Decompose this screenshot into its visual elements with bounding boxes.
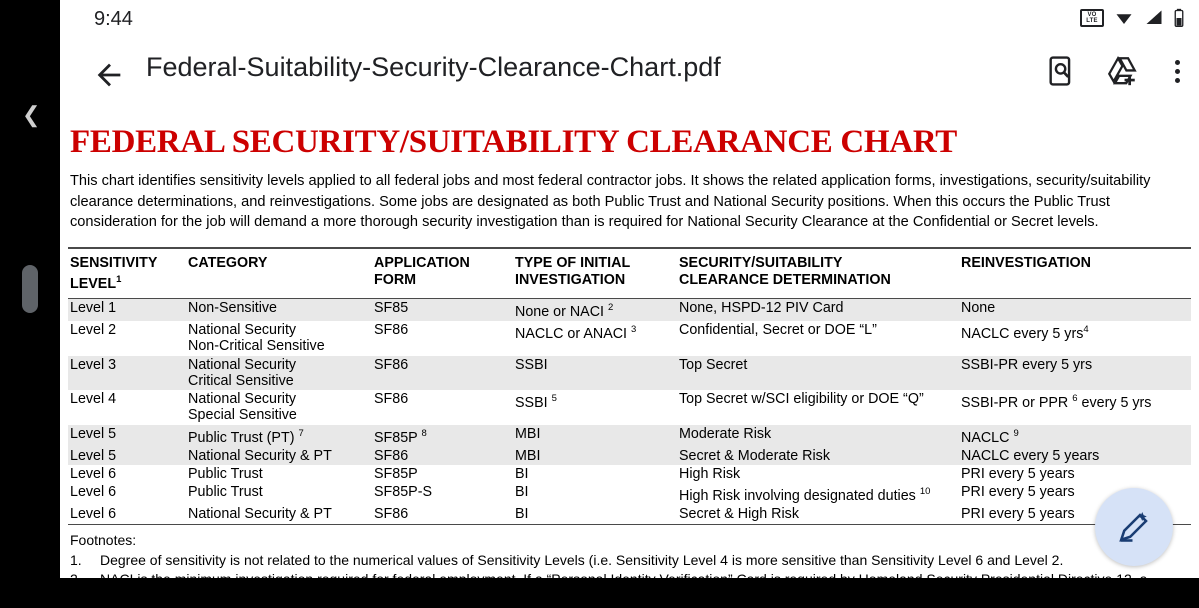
col-header-line1: SENSITIVITY bbox=[70, 255, 158, 272]
col-header-line2: FORM bbox=[374, 271, 417, 288]
cell-form: SF85P bbox=[374, 466, 418, 483]
col-header-application-form bbox=[372, 249, 513, 298]
cell-text: SSBI-PR or PPR bbox=[961, 394, 1069, 411]
battery-icon bbox=[1173, 8, 1185, 28]
cell-category bbox=[186, 321, 372, 356]
cell-text: National Security bbox=[188, 356, 297, 373]
cell-investigation bbox=[513, 390, 677, 425]
cell-investigation: BI bbox=[515, 484, 529, 501]
cell-determination: Moderate Risk bbox=[677, 425, 959, 447]
cell-reinvestigation: PRI every 5 years bbox=[961, 484, 1075, 501]
table-bottom-rule bbox=[68, 524, 1191, 525]
cell-text: NACLC every 5 yrs bbox=[961, 325, 1084, 342]
cell-determination: Secret & Moderate Risk bbox=[677, 447, 959, 465]
col-header-line1: SECURITY/SUITABILITY bbox=[679, 255, 843, 272]
cell-form: SF86 bbox=[374, 321, 409, 338]
cell-determination: High Risk bbox=[679, 466, 741, 483]
cell-category bbox=[186, 356, 372, 391]
app-panel bbox=[60, 0, 1199, 606]
cell-footnote-ref: 6 bbox=[1072, 393, 1078, 405]
footnotes-block bbox=[68, 531, 1191, 608]
cell-footnote-ref: 4 bbox=[1083, 323, 1089, 335]
volte-icon bbox=[1080, 9, 1104, 27]
cell-text: National Security bbox=[188, 391, 297, 408]
cell-form: SF86 bbox=[372, 356, 513, 391]
cell-investigation: MBI bbox=[513, 425, 677, 447]
cell-form: SF86 bbox=[374, 391, 409, 408]
cell-text: NACLC or ANACI bbox=[515, 325, 628, 342]
cell-reinvestigation: PRI every 5 years bbox=[961, 506, 1075, 523]
table-row bbox=[68, 425, 1191, 447]
cell-investigation: SSBI bbox=[513, 356, 677, 391]
cell-reinvestigation bbox=[959, 390, 1191, 425]
volte-top-label: VO bbox=[1087, 12, 1097, 18]
footnote-text: NACI is the minimum investigation required for federal employment. If a “Personal Identity Verification” Card is required by Homeland Security Presidential Directive 12, a minimum an NACI is required for contractor non-sensitive positions. bbox=[100, 570, 1148, 606]
find-in-document-icon[interactable] bbox=[1045, 54, 1079, 88]
col-header-line2: INVESTIGATION bbox=[515, 271, 626, 288]
cell-footnote-ref: 2 bbox=[607, 301, 614, 313]
signal-icon bbox=[1144, 9, 1164, 27]
table-row bbox=[68, 390, 1191, 425]
cell-level: Level 2 bbox=[70, 321, 117, 338]
table-row bbox=[68, 299, 1191, 321]
pdf-page bbox=[60, 124, 1199, 606]
table-header-row bbox=[68, 249, 1191, 298]
col-header-sensitivity bbox=[68, 249, 186, 298]
page-title: Federal-Suitability-Security-Clearance-Chart.pdf bbox=[146, 52, 721, 82]
cell-determination bbox=[677, 483, 959, 505]
cell-text: National Security bbox=[188, 321, 297, 338]
add-to-drive-icon[interactable] bbox=[1105, 54, 1139, 88]
document-heading: FEDERAL SECURITY/SUITABILITY CLEARANCE CHART bbox=[70, 124, 957, 160]
scrollbar-thumb[interactable] bbox=[22, 265, 38, 313]
status-clock: 9:44 bbox=[94, 8, 133, 30]
table-row bbox=[68, 505, 1191, 523]
table-header bbox=[68, 249, 1191, 298]
left-gutter bbox=[0, 0, 60, 568]
table-row bbox=[68, 321, 1191, 356]
cell-level: Level 5 bbox=[68, 425, 186, 447]
cell-determination: Secret & High Risk bbox=[679, 506, 799, 523]
col-header-determination bbox=[677, 249, 959, 298]
clearance-table bbox=[68, 249, 1191, 298]
table-row bbox=[68, 447, 1191, 465]
col-header-line1: TYPE OF INITIAL bbox=[515, 255, 631, 272]
cell-text: None or NACI bbox=[515, 303, 604, 320]
cell-footnote-ref: 10 bbox=[919, 486, 931, 498]
table-row bbox=[68, 356, 1191, 391]
cell-category: Non-Sensitive bbox=[186, 299, 372, 321]
toolbar-actions bbox=[1045, 54, 1189, 88]
cell-category: National Security & PT bbox=[186, 447, 372, 465]
cell-text: SF85P bbox=[374, 429, 418, 446]
footnotes-title: Footnotes: bbox=[70, 531, 137, 548]
cell-level: Level 5 bbox=[68, 447, 186, 465]
cell-text-2: every 5 yrs bbox=[1081, 394, 1152, 411]
cell-category bbox=[186, 390, 372, 425]
cell-footnote-ref: 7 bbox=[298, 427, 304, 439]
cell-determination: Confidential, Secret or DOE “L” bbox=[679, 321, 877, 338]
back-arrow-icon[interactable] bbox=[92, 58, 126, 92]
cell-reinvestigation: PRI every 5 years bbox=[961, 466, 1075, 483]
pen-sparkle-icon bbox=[1116, 509, 1152, 545]
cell-text: High Risk involving designated duties bbox=[679, 488, 916, 505]
cell-footnote-ref: 8 bbox=[421, 427, 427, 439]
col-header-line1: CATEGORY bbox=[188, 255, 268, 272]
cell-footnote-ref: 3 bbox=[631, 323, 637, 335]
cell-category: Public Trust bbox=[188, 466, 263, 483]
cell-category bbox=[186, 425, 372, 447]
col-header-line1: APPLICATION bbox=[374, 255, 470, 272]
cell-level: Level 3 bbox=[68, 356, 186, 391]
footnote-item bbox=[70, 551, 1191, 570]
cell-text-2: Non-Critical Sensitive bbox=[188, 338, 325, 355]
cell-form bbox=[372, 425, 513, 447]
cell-level: Level 6 bbox=[70, 484, 117, 501]
cell-text: SSBI bbox=[515, 394, 548, 411]
cell-category: National Security & PT bbox=[188, 506, 332, 523]
chevron-left-icon[interactable]: ❮ bbox=[22, 102, 41, 127]
cell-level: Level 1 bbox=[68, 299, 186, 321]
cell-level: Level 6 bbox=[70, 466, 117, 483]
edit-signature-fab[interactable] bbox=[1095, 488, 1173, 566]
col-header-line2: CLEARANCE DETERMINATION bbox=[679, 271, 891, 288]
cell-investigation: MBI bbox=[513, 447, 677, 465]
cell-level: Level 6 bbox=[70, 506, 117, 523]
cell-text-2: Special Sensitive bbox=[188, 407, 297, 424]
cell-form: SF85P-S bbox=[374, 484, 433, 501]
cell-text-2: Critical Sensitive bbox=[188, 372, 294, 389]
cell-investigation: BI bbox=[515, 506, 529, 523]
cell-investigation: BI bbox=[515, 466, 529, 483]
cell-reinvestigation: SSBI-PR every 5 yrs bbox=[959, 356, 1191, 391]
table-row bbox=[68, 465, 1191, 483]
cell-level: Level 4 bbox=[70, 391, 117, 408]
cell-reinvestigation bbox=[959, 321, 1191, 356]
clearance-table-body bbox=[68, 299, 1191, 524]
cell-reinvestigation bbox=[959, 425, 1191, 447]
cell-reinvestigation: None bbox=[959, 299, 1191, 321]
volte-bottom-label: LTE bbox=[1086, 18, 1098, 24]
footnote-number: 1. bbox=[70, 551, 82, 568]
cell-reinvestigation: NACLC every 5 years bbox=[959, 447, 1191, 465]
cell-determination: None, HSPD-12 PIV Card bbox=[677, 299, 959, 321]
cell-investigation bbox=[513, 299, 677, 321]
footnote-number: 2. bbox=[70, 570, 82, 587]
footnote-item bbox=[70, 570, 1191, 608]
cell-text: NACLC bbox=[961, 429, 1010, 446]
wifi-icon bbox=[1113, 9, 1135, 27]
col-header-line2: LEVEL bbox=[70, 275, 117, 292]
col-header-line1: REINVESTIGATION bbox=[961, 255, 1092, 272]
col-header-reinvestigation bbox=[959, 249, 1191, 298]
col-header-sup: 1 bbox=[116, 273, 122, 285]
cell-footnote-ref: 5 bbox=[551, 393, 557, 405]
more-options-icon[interactable] bbox=[1165, 54, 1189, 88]
cell-text: Public Trust (PT) bbox=[188, 429, 295, 446]
table-row bbox=[68, 483, 1191, 505]
cell-determination: Top Secret bbox=[677, 356, 959, 391]
cell-footnote-ref: 9 bbox=[1013, 427, 1019, 439]
cell-category: Public Trust bbox=[188, 484, 263, 501]
cell-form: SF86 bbox=[372, 447, 513, 465]
cell-form: SF85 bbox=[372, 299, 513, 321]
footnote-text: Degree of sensitivity is not related to the numerical values of Sensitivity Levels (i.e. Sensitivity Level 4 is more sensitive than Sensitivity Level 6 and Level 2. bbox=[100, 551, 1064, 568]
document-toolbar bbox=[60, 44, 1199, 114]
status-bar bbox=[60, 0, 1199, 44]
cell-investigation bbox=[513, 321, 677, 356]
status-icon-group bbox=[1080, 8, 1185, 28]
cell-form: SF86 bbox=[374, 506, 409, 523]
cell-determination: Top Secret w/SCI eligibility or DOE “Q” bbox=[679, 391, 924, 408]
document-intro: This chart identifies sensitivity levels applied to all federal jobs and most federal contractor jobs. It shows the related application forms, investigations, security/suitability clearance determinations, and reinvestigations. Some jobs are designated as both Public Trust and National Security positions. When this occurs the Public Trust consideration for the job will demand a more thorough security investigation than is required for National Security Clearance at the Confidential or Secret levels. bbox=[70, 173, 1151, 230]
col-header-category bbox=[186, 249, 372, 298]
col-header-investigation bbox=[513, 249, 677, 298]
